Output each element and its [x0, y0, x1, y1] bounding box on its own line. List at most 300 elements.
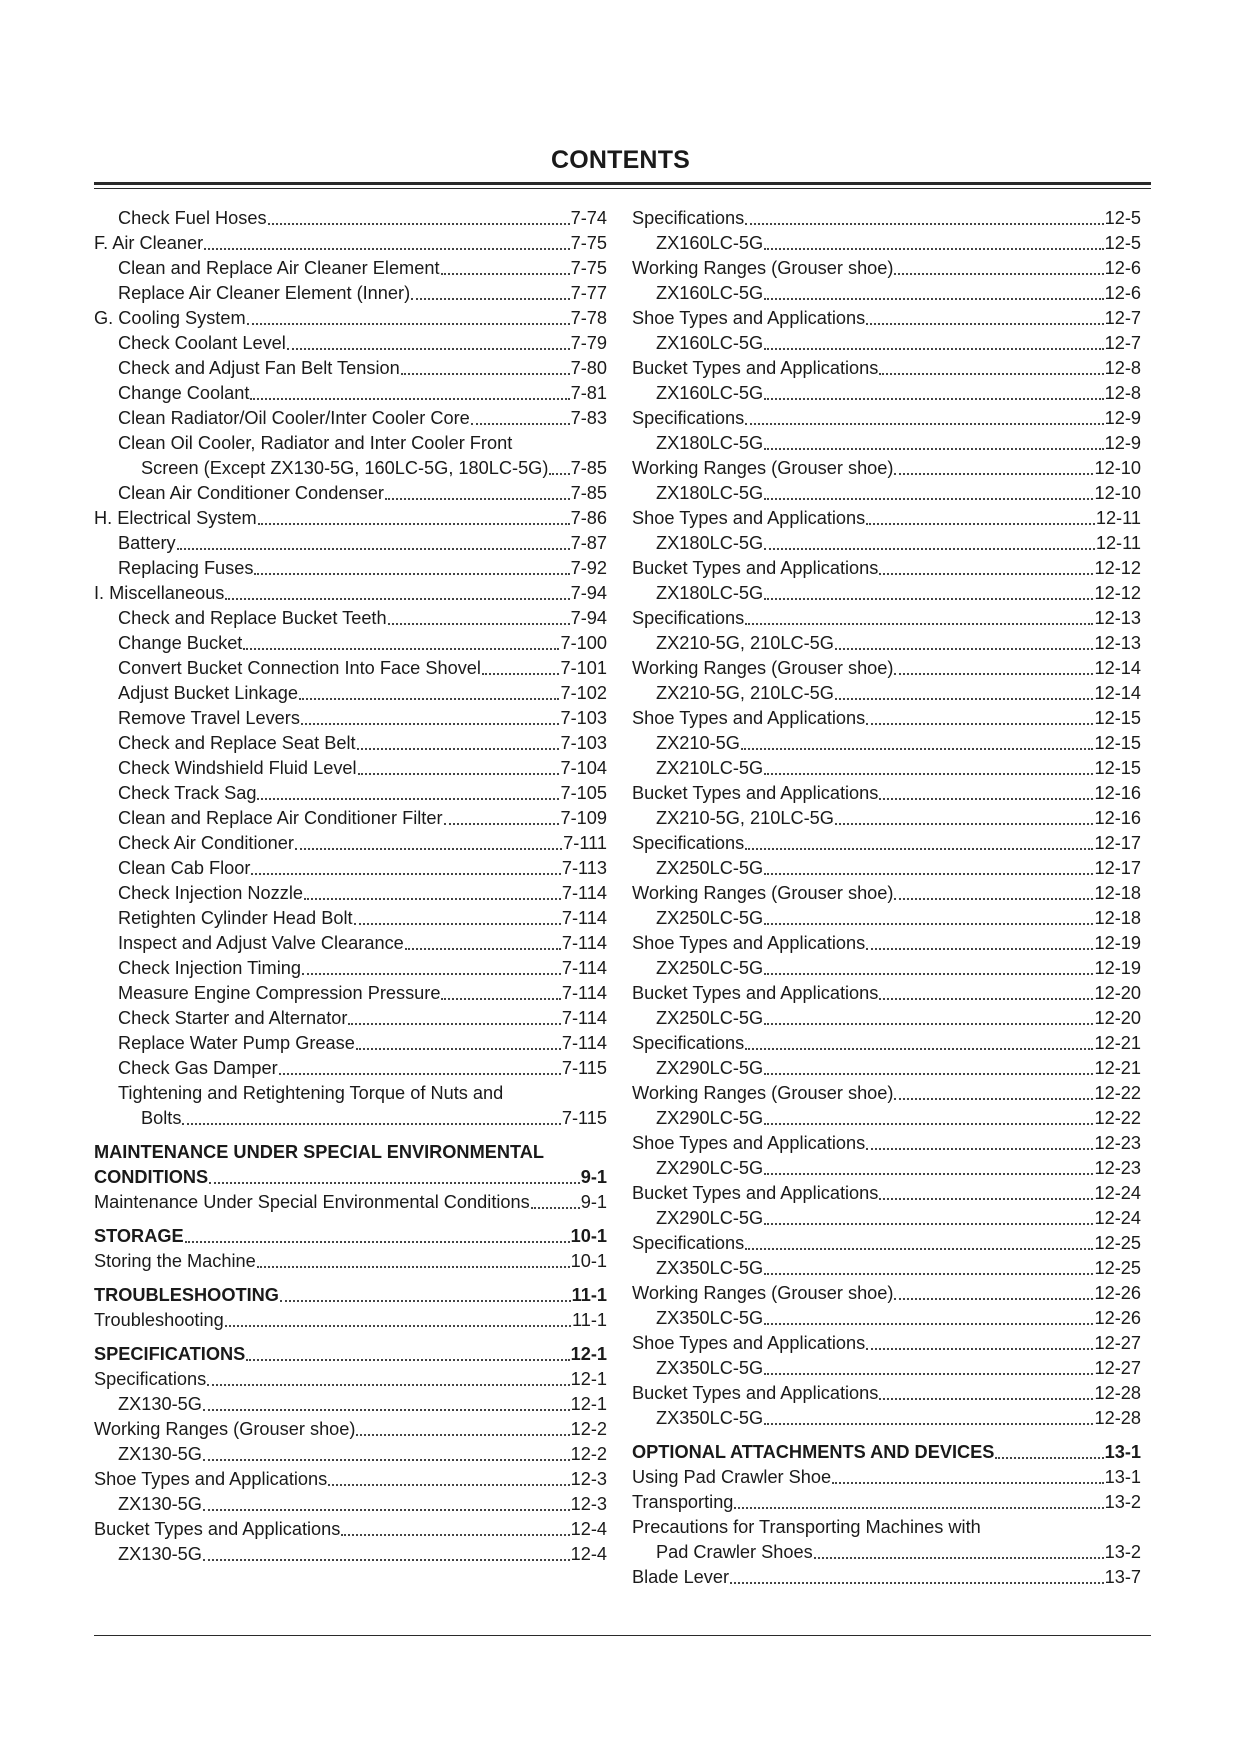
toc-entry-label: ZX210-5G, 210LC-5G — [656, 683, 834, 703]
dot-leader — [764, 1323, 1093, 1325]
toc-entry[interactable] — [632, 1331, 1141, 1356]
toc-entry[interactable] — [632, 306, 1141, 331]
toc-entry-label: Check Injection Nozzle — [118, 883, 303, 903]
toc-entry-label: Clean and Replace Air Conditioner Filter — [118, 808, 443, 828]
toc-entry-label: Check Windshield Fluid Level — [118, 758, 357, 778]
toc-entry[interactable] — [94, 556, 607, 581]
toc-entry[interactable] — [632, 456, 1141, 481]
toc-entry[interactable] — [632, 1031, 1141, 1056]
toc-entry-label: Check and Replace Seat Belt — [118, 733, 356, 753]
toc-entry[interactable] — [632, 1081, 1141, 1106]
toc-entry-label: Blade Lever — [632, 1567, 730, 1587]
toc-entry-page: 7-113 — [561, 858, 607, 878]
dot-leader — [879, 798, 1093, 800]
toc-entry[interactable] — [94, 531, 607, 556]
toc-entry-page: 12-1 — [570, 1369, 607, 1389]
dot-leader — [243, 648, 559, 650]
toc-entry-label: ZX210-5G — [656, 733, 740, 753]
dot-leader — [745, 1048, 1093, 1050]
toc-entry[interactable] — [632, 531, 1141, 556]
toc-entry[interactable] — [632, 231, 1141, 256]
toc-entry-label: G. Cooling System — [94, 308, 246, 328]
toc-entry-label: Clean Radiator/Oil Cooler/Inter Cooler Core — [118, 408, 470, 428]
toc-entry-label: Specifications — [632, 608, 745, 628]
dot-leader — [246, 1359, 569, 1361]
toc-section-heading[interactable] — [632, 1440, 1141, 1465]
dot-leader — [225, 1325, 571, 1327]
dot-leader — [832, 1482, 1103, 1484]
toc-entry-label: CONDITIONS — [94, 1167, 209, 1187]
toc-section-heading[interactable] — [94, 1224, 607, 1249]
dot-leader — [879, 1398, 1093, 1400]
toc-entry-page: 12-14 — [1094, 658, 1141, 678]
dot-leader — [348, 1023, 560, 1025]
toc-entry-label: Adjust Bucket Linkage — [118, 683, 298, 703]
toc-entry-label: ZX130-5G — [118, 1494, 202, 1514]
toc-entry-page: 12-1 — [570, 1394, 607, 1414]
toc-entry[interactable] — [632, 406, 1141, 431]
toc-entry-label: ZX290LC-5G — [656, 1058, 764, 1078]
toc-entry[interactable] — [94, 1492, 607, 1517]
toc-entry-label: ZX210LC-5G — [656, 758, 764, 778]
toc-entry-page: 12-15 — [1094, 708, 1141, 728]
toc-entry[interactable] — [94, 656, 607, 681]
toc-entry-page: 7-114 — [561, 933, 607, 953]
toc-entry-label: Remove Travel Levers — [118, 708, 300, 728]
dot-leader — [734, 1507, 1103, 1509]
toc-entry-page: 12-12 — [1094, 583, 1141, 603]
toc-entry[interactable] — [94, 681, 607, 706]
dot-leader — [894, 273, 1103, 275]
dot-leader — [764, 448, 1103, 450]
dot-leader — [745, 223, 1103, 225]
toc-entry-label: Check Injection Timing — [118, 958, 301, 978]
toc-entry[interactable] — [94, 606, 607, 631]
toc-entry-page: 7-83 — [570, 408, 607, 428]
toc-entry-label: ZX130-5G — [118, 1394, 202, 1414]
toc-entry[interactable] — [632, 1540, 1141, 1565]
toc-entry-label: ZX210-5G, 210LC-5G — [656, 808, 834, 828]
toc-entry[interactable] — [632, 956, 1141, 981]
toc-entry[interactable] — [632, 1465, 1141, 1490]
toc-entry[interactable] — [632, 356, 1141, 381]
toc-entry[interactable] — [94, 1031, 607, 1056]
toc-entry[interactable] — [94, 1106, 607, 1131]
dot-leader — [301, 723, 560, 725]
dot-leader — [302, 973, 561, 975]
toc-entry-page: 12-4 — [570, 1544, 607, 1564]
toc-entry-page: 7-114 — [561, 958, 607, 978]
toc-entry-page: 7-102 — [560, 683, 607, 703]
toc-entry[interactable] — [94, 806, 607, 831]
toc-entry-page: 7-115 — [561, 1108, 607, 1128]
toc-entry[interactable] — [632, 681, 1141, 706]
toc-entry[interactable] — [94, 1542, 607, 1567]
toc-entry-label: Screen (Except ZX130-5G, 160LC-5G, 180LC-5G) — [141, 458, 549, 478]
dot-leader — [764, 973, 1093, 975]
toc-left-column — [94, 206, 607, 1567]
toc-entry-page: 12-17 — [1094, 833, 1141, 853]
dot-leader — [254, 573, 569, 575]
toc-entry-label: Tightening and Retightening Torque of Nuts and — [118, 1083, 504, 1103]
toc-entry-page: 7-114 — [561, 883, 607, 903]
toc-entry[interactable] — [632, 1056, 1141, 1081]
toc-entry[interactable] — [94, 881, 607, 906]
dot-leader — [441, 273, 570, 275]
dot-leader — [471, 423, 570, 425]
toc-entry[interactable] — [94, 856, 607, 881]
dot-leader — [764, 598, 1093, 600]
toc-entry-page: 7-78 — [570, 308, 607, 328]
toc-entry-page: 13-1 — [1104, 1467, 1141, 1487]
toc-entry[interactable] — [94, 431, 607, 456]
toc-entry-page: 7-79 — [570, 333, 607, 353]
toc-entry[interactable] — [632, 381, 1141, 406]
toc-entry[interactable] — [632, 881, 1141, 906]
toc-entry[interactable] — [94, 506, 607, 531]
toc-entry[interactable] — [632, 831, 1141, 856]
toc-entry-label: Specifications — [632, 408, 745, 428]
toc-entry-label: Change Bucket — [118, 633, 243, 653]
dot-leader — [894, 1298, 1093, 1300]
toc-entry[interactable] — [94, 1190, 607, 1215]
toc-entry-label: TROUBLESHOOTING — [94, 1285, 279, 1305]
toc-entry-page: 7-100 — [560, 633, 607, 653]
toc-entry[interactable] — [632, 1256, 1141, 1281]
toc-entry-label: ZX350LC-5G — [656, 1408, 764, 1428]
dot-leader — [385, 498, 570, 500]
toc-entry-label: Clean Cab Floor — [118, 858, 251, 878]
toc-entry-page: 11-1 — [571, 1285, 607, 1305]
toc-entry[interactable] — [94, 1081, 607, 1106]
dot-leader — [730, 1582, 1104, 1584]
page-title: CONTENTS — [550, 146, 691, 174]
toc-entry-page: 12-23 — [1094, 1158, 1141, 1178]
dot-leader — [866, 323, 1103, 325]
toc-entry-page: 12-2 — [570, 1444, 607, 1464]
toc-entry-label: Specifications — [632, 833, 745, 853]
dot-leader — [401, 373, 570, 375]
toc-entry-label: SPECIFICATIONS — [94, 1344, 246, 1364]
dot-leader — [764, 1373, 1093, 1375]
toc-entry[interactable] — [94, 731, 607, 756]
toc-entry-page: 12-1 — [570, 1344, 607, 1364]
toc-entry-page: 7-85 — [570, 458, 607, 478]
toc-entry[interactable] — [632, 1381, 1141, 1406]
toc-entry-label: Precautions for Transporting Machines with — [632, 1517, 981, 1537]
toc-entry-page: 12-24 — [1094, 1183, 1141, 1203]
dot-leader — [203, 1409, 570, 1411]
toc-entry[interactable] — [94, 1367, 607, 1392]
dot-leader — [764, 1123, 1093, 1125]
toc-entry[interactable] — [632, 1006, 1141, 1031]
toc-entry[interactable] — [94, 756, 607, 781]
toc-entry[interactable] — [94, 231, 607, 256]
toc-entry-page: 12-13 — [1094, 633, 1141, 653]
toc-entry[interactable] — [94, 1006, 607, 1031]
section-gap — [94, 1333, 607, 1342]
toc-entry-label: ZX350LC-5G — [656, 1358, 764, 1378]
toc-entry-label: Specifications — [632, 208, 745, 228]
toc-entry-page: 12-24 — [1094, 1208, 1141, 1228]
dot-leader — [745, 848, 1093, 850]
toc-entry-page: 12-14 — [1094, 683, 1141, 703]
toc-entry[interactable] — [94, 481, 607, 506]
toc-entry[interactable] — [94, 956, 607, 981]
dot-leader — [482, 673, 560, 675]
toc-entry[interactable] — [632, 1206, 1141, 1231]
toc-entry[interactable] — [632, 856, 1141, 881]
toc-entry-page: 12-3 — [570, 1494, 607, 1514]
toc-entry-page: 12-18 — [1094, 908, 1141, 928]
toc-entry-label: Shoe Types and Applications — [632, 933, 866, 953]
toc-entry[interactable] — [632, 206, 1141, 231]
toc-entry[interactable] — [94, 1442, 607, 1467]
toc-entry[interactable] — [94, 1417, 607, 1442]
toc-entry-page: 12-19 — [1094, 958, 1141, 978]
toc-entry[interactable] — [632, 731, 1141, 756]
toc-entry[interactable] — [94, 406, 607, 431]
toc-entry[interactable] — [94, 381, 607, 406]
toc-entry-label: ZX130-5G — [118, 1544, 202, 1564]
toc-entry-label: ZX250LC-5G — [656, 908, 764, 928]
toc-entry-page: 7-80 — [570, 358, 607, 378]
dot-leader — [257, 798, 559, 800]
toc-entry-label: Working Ranges (Grouser shoe) — [632, 1083, 894, 1103]
dot-leader — [356, 1434, 569, 1436]
toc-entry-page: 12-22 — [1094, 1108, 1141, 1128]
toc-entry[interactable] — [632, 1231, 1141, 1256]
dot-leader — [441, 998, 560, 1000]
toc-entry[interactable] — [632, 656, 1141, 681]
toc-entry-label: Working Ranges (Grouser shoe) — [94, 1419, 356, 1439]
dot-leader — [764, 1023, 1093, 1025]
toc-entry-page: 12-20 — [1094, 983, 1141, 1003]
toc-entry-label: STORAGE — [94, 1226, 184, 1246]
toc-entry-label: Check and Replace Bucket Teeth — [118, 608, 387, 628]
dot-leader — [388, 623, 570, 625]
dot-leader — [531, 1207, 580, 1209]
toc-entry-label: Storing the Machine — [94, 1251, 256, 1271]
dot-leader — [204, 248, 569, 250]
toc-entry-label: Transporting — [632, 1492, 734, 1512]
toc-entry[interactable] — [632, 706, 1141, 731]
dot-leader — [879, 573, 1093, 575]
dot-leader — [894, 673, 1093, 675]
toc-entry-page: 10-1 — [570, 1226, 607, 1246]
toc-entry[interactable] — [94, 1308, 607, 1333]
toc-entry-page: 12-19 — [1094, 933, 1141, 953]
toc-entry[interactable] — [632, 981, 1141, 1006]
toc-entry-label: Clean and Replace Air Cleaner Element — [118, 258, 440, 278]
toc-entry-label: Working Ranges (Grouser shoe) — [632, 883, 894, 903]
toc-entry-page: 7-103 — [560, 733, 607, 753]
toc-entry-page: 12-10 — [1094, 483, 1141, 503]
toc-entry[interactable] — [632, 781, 1141, 806]
toc-entry[interactable] — [94, 356, 607, 381]
toc-entry-page: 12-11 — [1095, 533, 1141, 553]
dot-leader — [203, 1459, 570, 1461]
toc-entry-page: 7-94 — [570, 583, 607, 603]
toc-entry[interactable] — [94, 631, 607, 656]
toc-entry[interactable] — [632, 1515, 1141, 1540]
toc-entry[interactable] — [632, 1490, 1141, 1515]
toc-entry[interactable] — [94, 1517, 607, 1542]
toc-entry[interactable] — [94, 906, 607, 931]
toc-entry[interactable] — [632, 581, 1141, 606]
toc-entry[interactable] — [94, 456, 607, 481]
toc-entry[interactable] — [94, 931, 607, 956]
toc-entry[interactable] — [632, 481, 1141, 506]
dot-leader — [207, 1384, 569, 1386]
toc-entry-label: Shoe Types and Applications — [94, 1469, 328, 1489]
toc-entry[interactable] — [632, 1281, 1141, 1306]
toc-entry-label: Bucket Types and Applications — [632, 1383, 879, 1403]
toc-entry[interactable] — [632, 1181, 1141, 1206]
title-rule — [94, 182, 1151, 189]
toc-entry-label: Retighten Cylinder Head Bolt — [118, 908, 353, 928]
toc-entry-page: 12-21 — [1094, 1033, 1141, 1053]
toc-entry[interactable] — [632, 506, 1141, 531]
toc-entry-page: 12-27 — [1094, 1333, 1141, 1353]
dot-leader — [358, 773, 560, 775]
toc-entry[interactable] — [632, 1565, 1141, 1590]
toc-entry[interactable] — [94, 1249, 607, 1274]
toc-entry[interactable] — [632, 431, 1141, 456]
toc-entry[interactable] — [632, 281, 1141, 306]
toc-entry[interactable] — [94, 1467, 607, 1492]
toc-entry[interactable] — [632, 806, 1141, 831]
toc-entry[interactable] — [94, 781, 607, 806]
toc-entry-label: OPTIONAL ATTACHMENTS AND DEVICES — [632, 1442, 995, 1462]
toc-entry-label: ZX180LC-5G — [656, 583, 764, 603]
toc-entry[interactable] — [632, 1106, 1141, 1131]
toc-entry-page: 12-8 — [1104, 358, 1141, 378]
toc-entry-page: 7-94 — [570, 608, 607, 628]
toc-right-column — [632, 206, 1141, 1590]
toc-entry-page: 12-21 — [1094, 1058, 1141, 1078]
dot-leader — [741, 748, 1094, 750]
toc-entry[interactable] — [632, 331, 1141, 356]
dot-leader — [764, 398, 1103, 400]
toc-entry-label: Replace Air Cleaner Element (Inner) — [118, 283, 411, 303]
toc-entry-page: 12-3 — [570, 1469, 607, 1489]
toc-section-heading[interactable] — [94, 1140, 607, 1165]
dot-leader — [814, 1557, 1104, 1559]
toc-entry-label: Specifications — [632, 1033, 745, 1053]
toc-entry[interactable] — [94, 281, 607, 306]
toc-entry-label: I. Miscellaneous — [94, 583, 225, 603]
toc-entry-label: Shoe Types and Applications — [632, 708, 866, 728]
dot-leader — [835, 648, 1094, 650]
toc-entry-label: Convert Bucket Connection Into Face Shovel — [118, 658, 481, 678]
dot-leader — [182, 1123, 560, 1125]
toc-entry[interactable] — [632, 631, 1141, 656]
dot-leader — [835, 823, 1094, 825]
toc-entry[interactable] — [632, 756, 1141, 781]
toc-entry-label: Change Coolant — [118, 383, 250, 403]
toc-entry-label: Clean Oil Cooler, Radiator and Inter Cooler Front — [118, 433, 513, 453]
toc-entry-label: Shoe Types and Applications — [632, 308, 866, 328]
toc-entry-label: Bucket Types and Applications — [94, 1519, 341, 1539]
toc-entry[interactable] — [632, 1156, 1141, 1181]
toc-entry[interactable] — [94, 706, 607, 731]
toc-entry-label: Working Ranges (Grouser shoe) — [632, 458, 894, 478]
toc-entry[interactable] — [94, 831, 607, 856]
toc-entry[interactable] — [632, 1306, 1141, 1331]
toc-entry[interactable] — [94, 1392, 607, 1417]
toc-entry-label: Bucket Types and Applications — [632, 783, 879, 803]
toc-entry-page: 12-11 — [1095, 508, 1141, 528]
toc-entry-page: 7-85 — [570, 483, 607, 503]
dot-leader — [341, 1534, 569, 1536]
toc-entry-label: Check Gas Damper — [118, 1058, 278, 1078]
toc-entry[interactable] — [94, 981, 607, 1006]
dot-leader — [995, 1457, 1103, 1459]
toc-entry-label: Battery — [118, 533, 176, 553]
toc-entry-page: 13-1 — [1104, 1442, 1141, 1462]
toc-entry[interactable] — [94, 581, 607, 606]
toc-entry[interactable] — [94, 256, 607, 281]
toc-entry-label: Shoe Types and Applications — [632, 1133, 866, 1153]
toc-entry[interactable] — [632, 1406, 1141, 1431]
dot-leader — [835, 698, 1094, 700]
dot-leader — [354, 923, 561, 925]
toc-entry-page: 13-2 — [1104, 1542, 1141, 1562]
toc-entry[interactable] — [94, 1056, 607, 1081]
toc-entry-label: MAINTENANCE UNDER SPECIAL ENVIRONMENTAL — [94, 1142, 544, 1162]
toc-entry[interactable] — [632, 931, 1141, 956]
toc-entry-page: 12-26 — [1094, 1308, 1141, 1328]
toc-entry-label: Check Coolant Level — [118, 333, 286, 353]
toc-entry-page: 12-6 — [1104, 283, 1141, 303]
toc-entry[interactable] — [632, 1356, 1141, 1381]
toc-entry-label: ZX180LC-5G — [656, 533, 764, 553]
dot-leader — [894, 1098, 1093, 1100]
dot-leader — [209, 1182, 580, 1184]
toc-entry-page: 12-26 — [1094, 1283, 1141, 1303]
toc-entry-label: Check Air Conditioner — [118, 833, 294, 853]
dot-leader — [764, 498, 1093, 500]
toc-entry[interactable] — [632, 606, 1141, 631]
dot-leader — [764, 1423, 1093, 1425]
dot-leader — [764, 248, 1103, 250]
toc-entry[interactable] — [632, 256, 1141, 281]
toc-entry-page: 7-105 — [560, 783, 607, 803]
toc-entry-page: 12-18 — [1094, 883, 1141, 903]
toc-entry-label: Bucket Types and Applications — [632, 983, 879, 1003]
toc-entry-label: Inspect and Adjust Valve Clearance — [118, 933, 404, 953]
toc-entry[interactable] — [632, 906, 1141, 931]
toc-entry-page: 7-92 — [570, 558, 607, 578]
dot-leader — [444, 823, 560, 825]
toc-entry-label: Bolts — [141, 1108, 182, 1128]
dot-leader — [879, 998, 1093, 1000]
toc-entry-label: Working Ranges (Grouser shoe) — [632, 1283, 894, 1303]
toc-section-heading[interactable] — [94, 1283, 607, 1308]
toc-entry[interactable] — [94, 331, 607, 356]
toc-entry[interactable] — [94, 306, 607, 331]
toc-entry-label: ZX160LC-5G — [656, 333, 764, 353]
toc-entry[interactable] — [632, 556, 1141, 581]
dot-leader — [866, 1348, 1093, 1350]
toc-entry-page: 12-10 — [1094, 458, 1141, 478]
toc-entry[interactable] — [632, 1131, 1141, 1156]
toc-section-heading[interactable] — [94, 1165, 607, 1190]
toc-entry[interactable] — [94, 206, 607, 231]
toc-section-heading[interactable] — [94, 1342, 607, 1367]
section-gap — [632, 1431, 1141, 1440]
